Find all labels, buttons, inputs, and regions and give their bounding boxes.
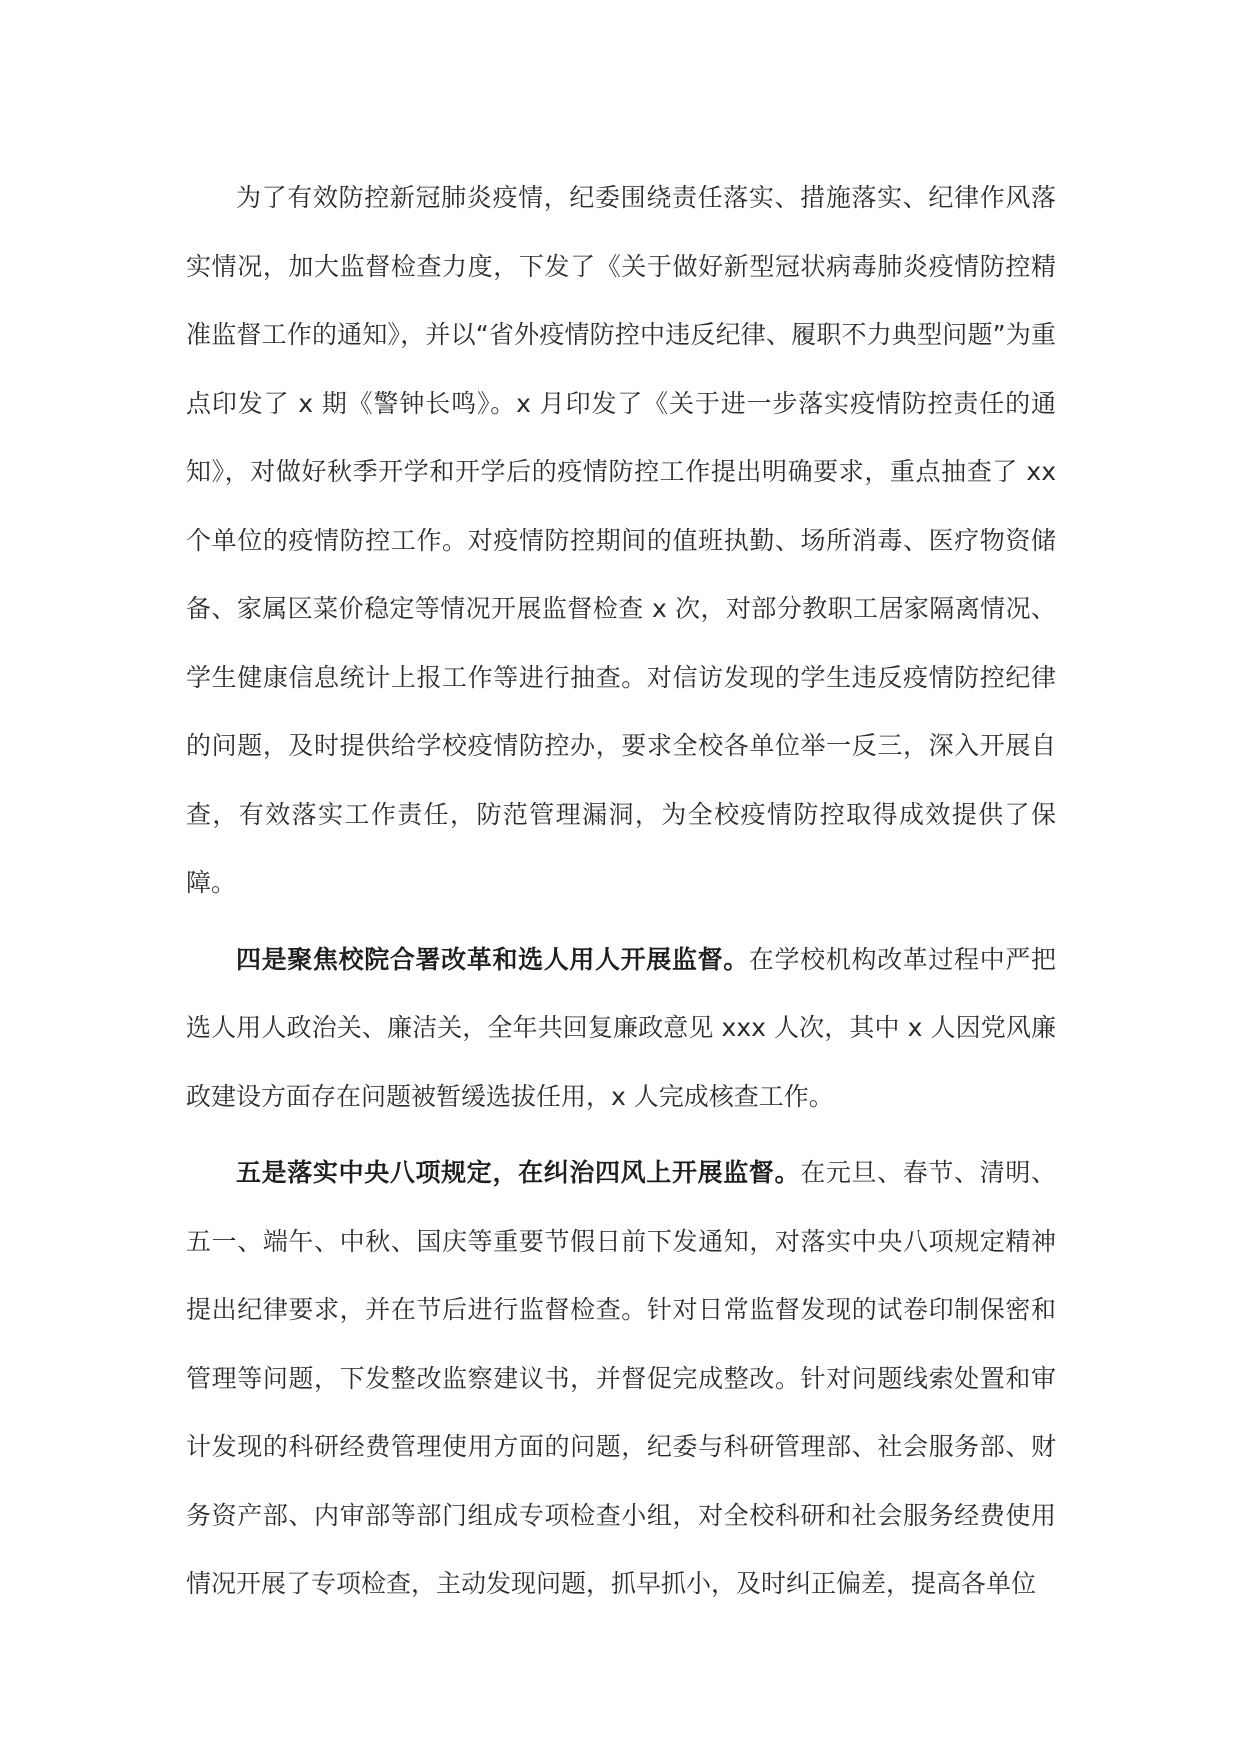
paragraph-epidemic-supervision: [186, 164, 1056, 918]
paragraph-reform-supervision: [186, 926, 1056, 1132]
paragraph-eight-rules-supervision: [186, 1139, 1056, 1619]
paragraph-text: 为了有效防控新冠肺炎疫情，纪委围绕责任落实、措施落实、纪律作风落实情况，加大监督检查力度，下发了《关于做好新型冠状病毒肺炎疫情防控精准监督工作的通知》，并以“省外疫情防控中违反纪律、履职不力典型问题”为重点印发了 x 期《警钟长鸣》。x 月印发了《关于进一步落实疫情防控责任的通知》，对做好秋季开学和开学后的疫情防控工作提出明确要求，重点抽查了 xx 个单位的疫情防控工作。对疫情防控期间的值班执勤、场所消毒、医疗物资储备、家属区菜价稳定等情况开展监督检查 x 次，对部分教职工居家隔离情况、学生健康信息统计上报工作等进行抽查。对信访发现的学生违反疫情防控纪律的问题，及时提供给学校疫情防控办，要求全校各单位举一反三，深入开展自查，有效落实工作责任，防范管理漏洞，为全校疫情防控取得成效提供了保障。: [186, 183, 1056, 897]
paragraph-text: 在元旦、春节、清明、五一、端午、中秋、国庆等重要节假日前下发通知，对落实中央八项规定精神提出纪律要求，并在节后进行监督检查。针对日常监督发现的试卷印制保密和管理等问题，下发整改监察建议书，并督促完成整改。针对问题线索处置和审计发现的科研经费管理使用方面的问题，纪委与科研管理部、社会服务部、财务资产部、内审部等部门组成专项检查小组，对全校科研和社会服务经费使用情况开展了专项检查，主动发现问题，抓早抓小，及时纠正偏差，提高各单位: [186, 1158, 1056, 1598]
paragraph-text: 在学校机构改革过程中严把选人用人政治关、廉洁关，全年共回复廉政意见 xxx 人次，其中 x 人因党风廉政建设方面存在问题被暂缓选拔任用，x 人完成核查工作。: [186, 944, 1056, 1111]
document-body: [186, 164, 1056, 1619]
paragraph-lead: 五是落实中央八项规定，在纠治四风上开展监督。: [236, 1158, 801, 1187]
paragraph-lead: 四是聚焦校院合署改革和选人用人开展监督。: [236, 944, 749, 974]
